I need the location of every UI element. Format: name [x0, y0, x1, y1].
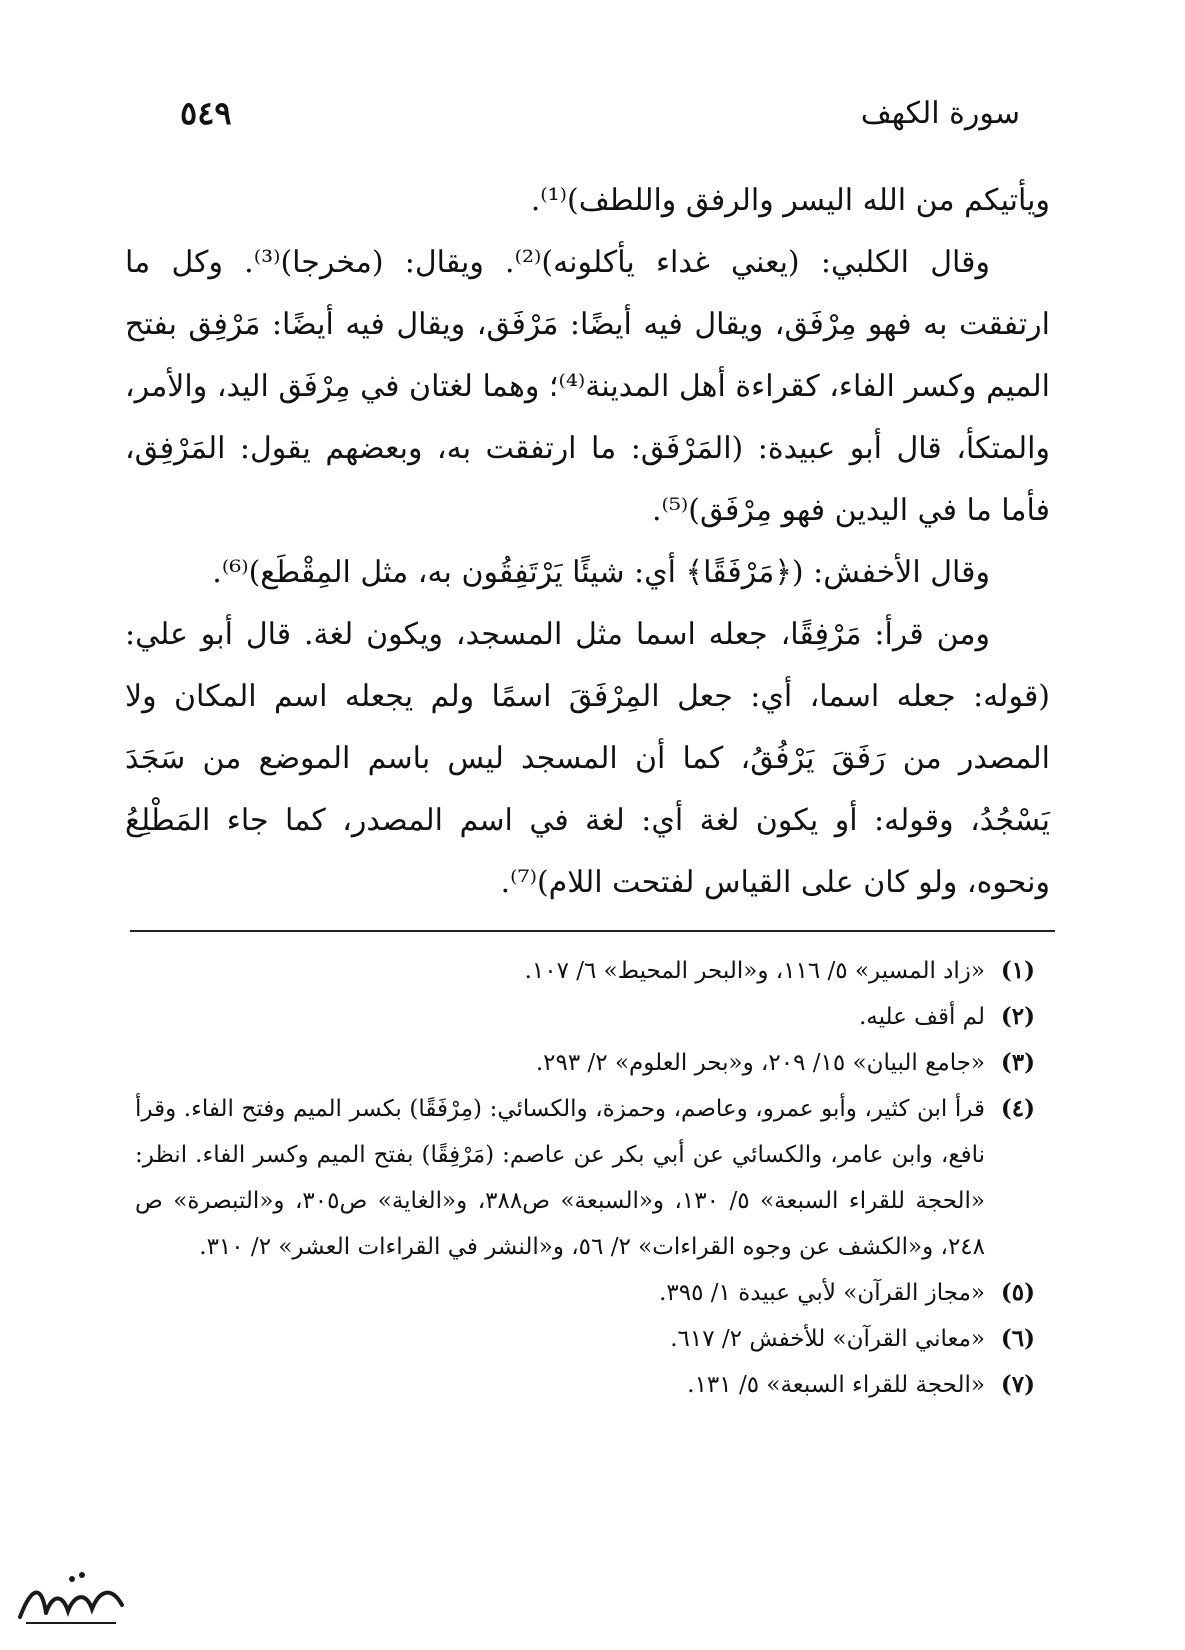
page-header	[180, 88, 1020, 138]
footnote	[135, 1362, 1035, 1408]
footnote-text: لم أقف عليه.	[858, 1004, 985, 1030]
footnote-divider	[130, 930, 1055, 932]
footnote-number: (٥)	[1000, 1279, 1035, 1306]
footnote-text: «مجاز القرآن» لأبي عبيدة ١/ ٣٩٥.	[659, 1280, 985, 1306]
footnote	[135, 1316, 1035, 1362]
footnote	[135, 994, 1035, 1040]
paragraph: وقال الأخفش: (﴿مَرْفَقًا﴾ أي: شيئًا يَرْتَفِقُون به، مثل المِقْطَع)⁽⁶⁾.	[212, 555, 990, 590]
footnote	[135, 1270, 1035, 1316]
footnote	[135, 1086, 1035, 1270]
footnote-number: (١)	[1000, 957, 1035, 984]
footnote-number: (٦)	[1000, 1325, 1035, 1352]
footnote-text: «معاني القرآن» للأخفش ٢/ ٦١٧.	[670, 1326, 985, 1352]
publisher-logo	[12, 1565, 132, 1633]
footnote	[135, 1040, 1035, 1086]
footnote-number: (٤)	[1000, 1095, 1035, 1122]
paragraph: وقال الكلبي: (يعني غداء يأكلونه)⁽²⁾. ويقال: (مخرجا)⁽³⁾. وكل ما ارتفقت به فهو مِرْفَق، ويقال فيه أيضًا: مَرْفَق، ويقال فيه أيضًا: مَرْفِق بفتح الميم وكسر الفاء، كقراءة أهل المدينة⁽⁴⁾؛ وهما لغتان في مِرْفَق اليد، والأمر، والمتكأ، قال أبو عبيدة: (المَرْفَق: ما ارتفقت به، وبعضهم يقول: المَرْفِق، فأما ما في اليدين فهو مِرْفَق)⁽⁵⁾.	[125, 245, 1050, 528]
footnote-number: (٢)	[1000, 1003, 1035, 1030]
footnote-text: «جامع البيان» ١٥/ ٢٠٩، و«بحر العلوم» ٢/ ٢٩٣.	[535, 1050, 985, 1076]
footnote-text: «زاد المسير» ٥/ ١١٦، و«البحر المحيط» ٦/ ١٠٧.	[524, 958, 985, 984]
paragraph: ويأتيكم من الله اليسر والرفق واللطف)⁽¹⁾.	[530, 183, 1050, 218]
footnote	[135, 948, 1035, 994]
main-text	[125, 170, 1050, 914]
page-number: ٥٤٩	[180, 94, 232, 132]
footnote-number: (٣)	[1000, 1049, 1035, 1076]
paragraph: ومن قرأ: مَرْفِقًا، جعله اسما مثل المسجد، ويكون لغة. قال أبو علي: (قوله: جعله اسما، أي: جعل المِرْفَقَ اسمًا ولم يجعله اسم المكان ولا المصدر من رَفَقَ يَرْفُقُ، كما أن المسجد ليس باسم الموضع من سَجَدَ يَسْجُدُ، وقوله: أو يكون لغة أي: لغة في اسم المصدر، كما جاء المَطْلِعُ ونحوه، ولو كان على القياس لفتحت اللام)⁽⁷⁾.	[125, 617, 1050, 900]
footnote-text: «الحجة للقراء السبعة» ٥/ ١٣١.	[687, 1372, 985, 1398]
footnotes	[135, 948, 1035, 1408]
surah-title: سورة الكهف	[860, 95, 1020, 131]
footnote-number: (٧)	[1000, 1371, 1035, 1398]
footnote-text: قرأ ابن كثير، وأبو عمرو، وعاصم، وحمزة، والكسائي: (مِرْفَقًا) بكسر الميم وفتح الفاء. وقرأ نافع، وابن عامر، والكسائي عن أبي بكر عن عاصم: (مَرْفِقًا) بفتح الميم وكسر الفاء. انظر: «الحجة للقراء السبعة» ٥/ ١٣٠، و«السبعة» ص٣٨٨، و«الغاية» ص٣٠٥، و«التبصرة» ص ٢٤٨، و«الكشف عن وجوه القراءات» ٢/ ٥٦، و«النشر في القراءات العشر» ٢/ ٣١٠.	[135, 1096, 986, 1260]
